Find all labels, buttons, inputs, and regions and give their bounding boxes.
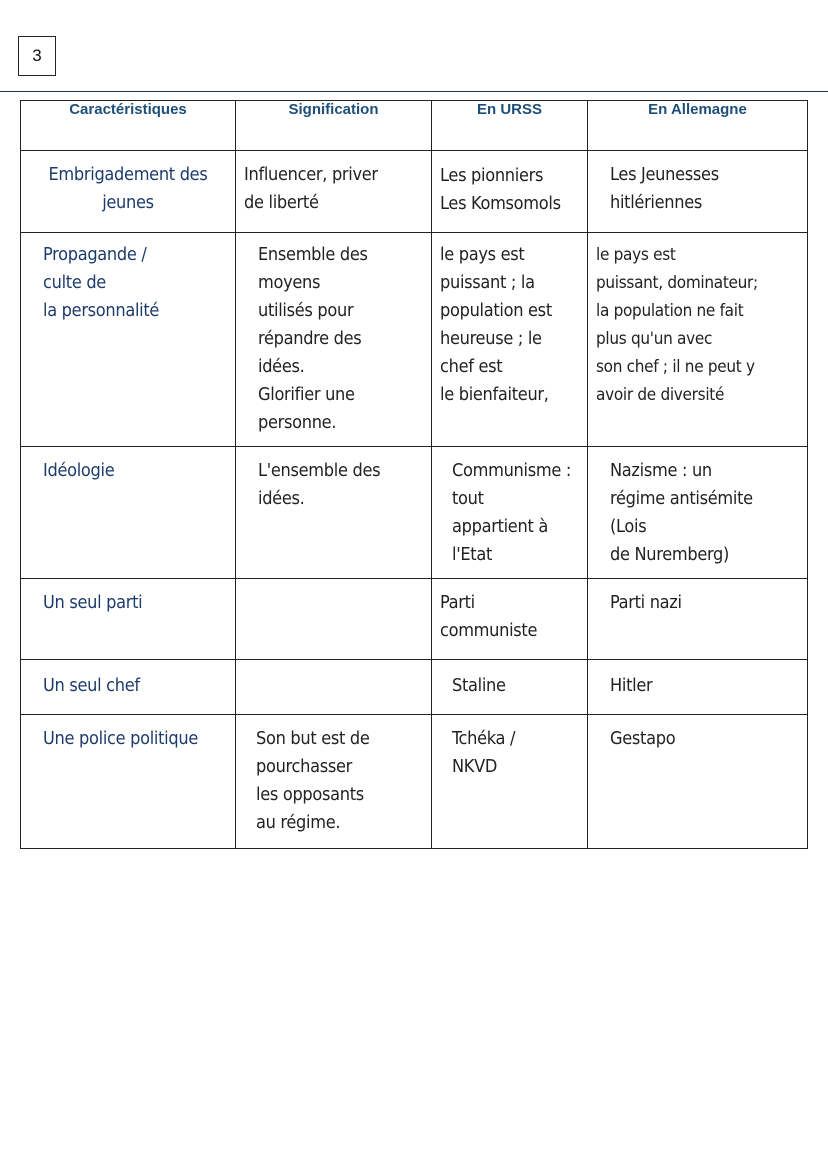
comparison-table (20, 100, 808, 849)
urss-text: le pays est puissant ; la population est heureuse ; le chef est le bienfaiteur, (440, 244, 552, 405)
urss-text: Communisme : tout appartient à l'Etat (452, 460, 571, 565)
caracteristique-text: Idéologie (43, 460, 115, 481)
cell-allemagne (588, 660, 808, 715)
cell-urss (432, 715, 588, 849)
page-number: 3 (18, 36, 56, 76)
cell-urss (432, 579, 588, 660)
header-signification: Signification (236, 101, 432, 151)
cell-urss (432, 151, 588, 233)
cell-caracteristique (21, 151, 236, 233)
caracteristique-text: Propagande / culte de la personnalité (43, 244, 160, 321)
cell-caracteristique (21, 447, 236, 579)
cell-allemagne (588, 579, 808, 660)
cell-allemagne (588, 151, 808, 233)
signification-text: L'ensemble des idées. (258, 460, 381, 509)
cell-caracteristique (21, 715, 236, 849)
signification-text (236, 579, 431, 589)
caracteristique-text: Une police politique (43, 728, 198, 749)
table-row (21, 579, 808, 660)
signification-text: Influencer, priver de liberté (244, 164, 378, 213)
cell-signification (236, 660, 432, 715)
cell-urss (432, 660, 588, 715)
allemagne-text: le pays est puissant, dominateur; la population ne fait plus qu'un avec son chef ; il ne peut y avoir de diversité (596, 245, 758, 405)
urss-text: Staline (452, 675, 506, 696)
table-row (21, 233, 808, 447)
header-en-allemagne: En Allemagne (588, 101, 808, 151)
signification-text (236, 660, 431, 672)
cell-signification (236, 233, 432, 447)
cell-urss (432, 447, 588, 579)
table-row (21, 715, 808, 849)
cell-allemagne (588, 447, 808, 579)
signification-text: Son but est de pourchasser les opposants au régime. (256, 728, 370, 833)
cell-signification (236, 447, 432, 579)
table-row (21, 151, 808, 233)
allemagne-text: Gestapo (610, 728, 676, 749)
cell-caracteristique (21, 660, 236, 715)
header-caracteristiques: Caractéristiques (21, 101, 236, 151)
table-row (21, 447, 808, 579)
cell-allemagne (588, 715, 808, 849)
urss-text: Parti communiste (440, 592, 538, 641)
signification-text: Ensemble des moyens utilisés pour répandre des idées. Glorifier une personne. (258, 244, 368, 433)
urss-text: Tchéka / NKVD (452, 728, 516, 777)
header-rule (0, 91, 828, 92)
cell-signification (236, 579, 432, 660)
header-en-urss: En URSS (432, 101, 588, 151)
urss-text: Les pionniers Les Komsomols (440, 165, 561, 214)
caracteristique-text: Un seul chef (43, 675, 140, 696)
cell-allemagne (588, 233, 808, 447)
table-row (21, 660, 808, 715)
cell-signification (236, 151, 432, 233)
table-header-row (21, 101, 808, 151)
allemagne-text: Nazisme : un régime antisémite (Lois de Nuremberg) (610, 460, 753, 565)
caracteristique-text: Un seul parti (43, 592, 143, 613)
caracteristique-text: Embrigadement des jeunes (48, 164, 208, 213)
allemagne-text: Parti nazi (610, 592, 682, 613)
cell-urss (432, 233, 588, 447)
cell-signification (236, 715, 432, 849)
cell-caracteristique (21, 579, 236, 660)
allemagne-text: Hitler (610, 675, 653, 696)
allemagne-text: Les Jeunesses hitlériennes (610, 164, 719, 213)
cell-caracteristique (21, 233, 236, 447)
